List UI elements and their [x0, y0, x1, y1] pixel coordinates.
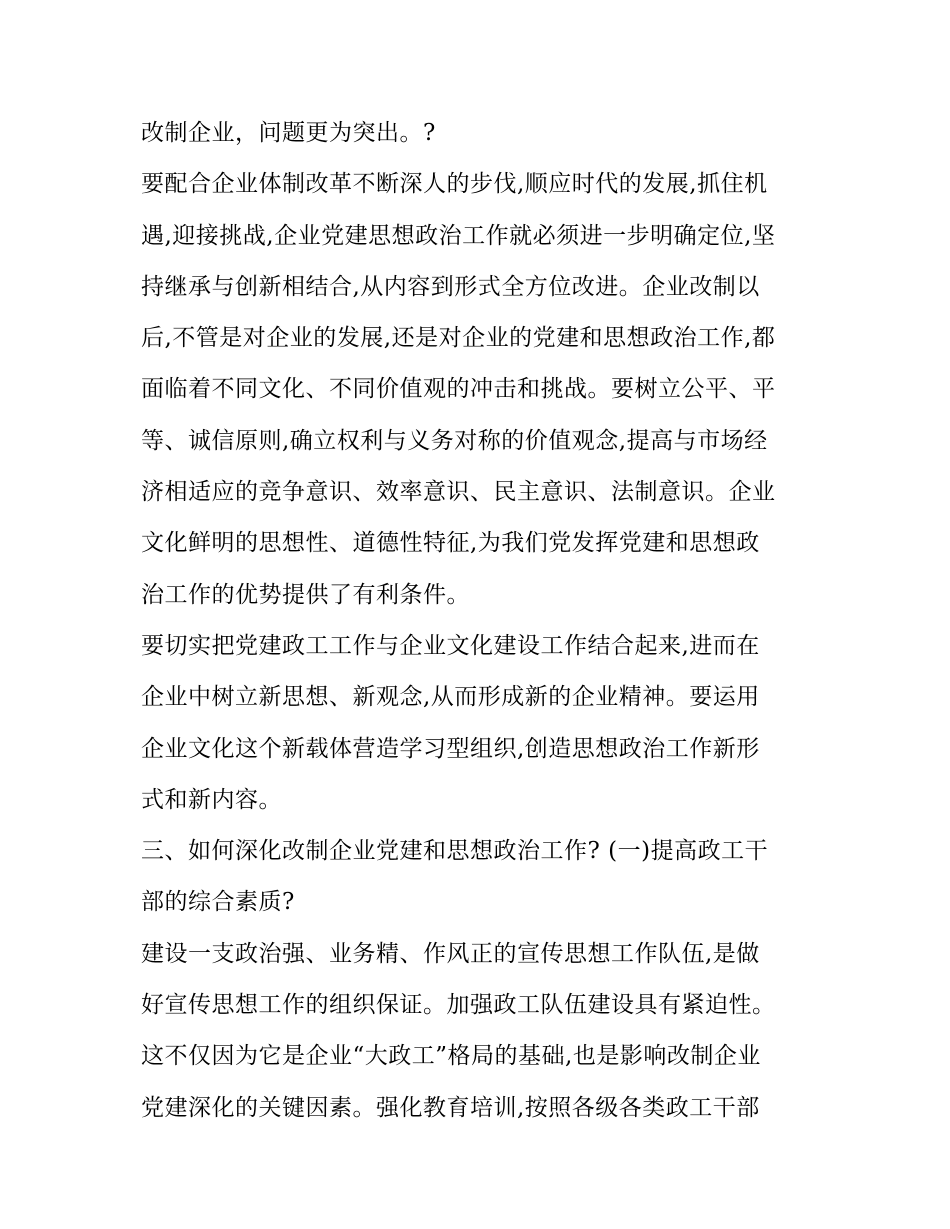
text-line: 后,不管是对企业的发展,还是对企业的党建和思想政治工作,都: [141, 325, 776, 352]
text-line: 建设一支政治强、业务精、作风正的宣传思想工作队伍,是做: [141, 940, 760, 967]
text-line: 济相适应的竞争意识、效率意识、民主意识、法制意识。企业: [141, 479, 776, 506]
text-line: 治工作的优势提供了有利条件。: [141, 581, 470, 608]
text-line: 面临着不同文化、不同价值观的冲击和挑战。要树立公平、平: [141, 376, 776, 403]
text-line: 企业中树立新思想、新观念,从而形成新的企业精神。要运用: [141, 684, 760, 711]
text-line: 要配合企业体制改革不断深人的步伐,顺应时代的发展,抓住机: [141, 171, 768, 198]
text-line: 式和新内容。: [141, 786, 282, 813]
text-line: 部的综合素质?: [141, 889, 295, 916]
text-line: 好宣传思想工作的组织保证。加强政工队伍建设具有紧迫性。: [141, 992, 776, 1019]
text-line: 改制企业，问题更为突出。?: [141, 120, 436, 146]
text-line: 遇,迎接挑战,企业党建思想政治工作就必须进一步明确定位,坚: [141, 222, 776, 249]
text-line: 持继承与创新相结合,从内容到形式全方位改进。企业改制以: [141, 273, 760, 300]
text-line: 文化鲜明的思想性、道德性特征,为我们党发挥党建和思想政: [141, 530, 760, 557]
text-line: 党建深化的关键因素。强化教育培训,按照各级各类政工干部: [141, 1094, 760, 1121]
body-text: [141, 108, 821, 1134]
text-line: 三、如何深化改制企业党建和思想政治工作? (一)提高政工干: [141, 838, 769, 865]
text-line: 企业文化这个新载体营造学习型组织,创造思想政治工作新形: [141, 735, 760, 762]
text-line: 要切实把党建政工工作与企业文化建设工作结合起来,进而在: [141, 632, 760, 659]
text-line: 这不仅因为它是企业“大政工”格局的基础,也是影响改制企业: [141, 1043, 761, 1070]
text-line: 等、诚信原则,确立权利与义务对称的价值观念,提高与市场经: [141, 427, 768, 454]
